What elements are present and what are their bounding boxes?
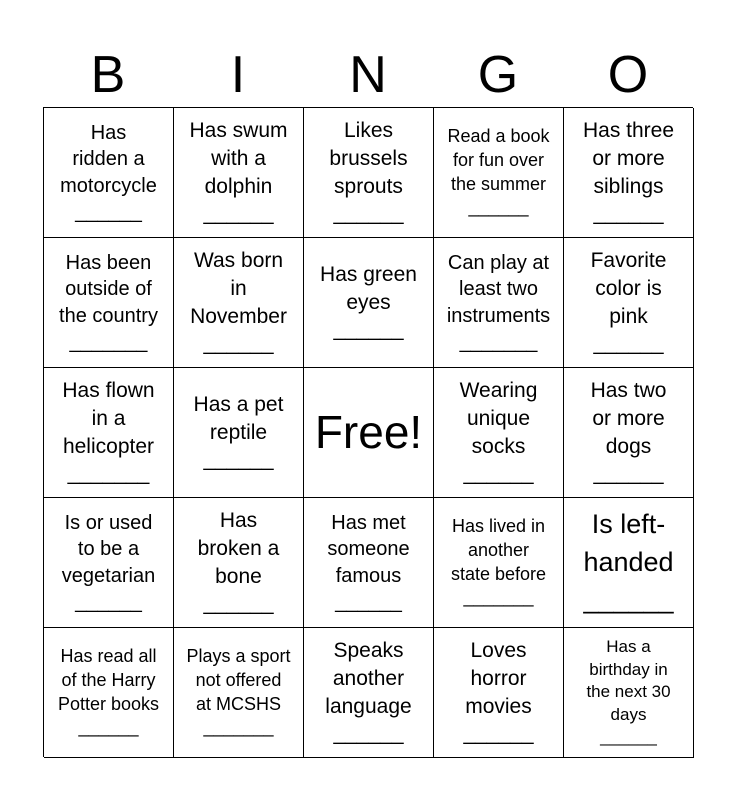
- bingo-cell[interactable]: [564, 498, 694, 628]
- bingo-cell[interactable]: [564, 238, 694, 368]
- cell-text: Was born in November ______: [190, 249, 287, 356]
- cell-text: Has swum with a dolphin ______: [189, 119, 288, 226]
- cell-text: Has three or more siblings ______: [582, 119, 675, 226]
- bingo-cell[interactable]: [174, 498, 304, 628]
- bingo-cell[interactable]: [44, 628, 174, 758]
- cell-text: Speaks another language ______: [325, 639, 412, 746]
- cell-text: Has ridden a motorcycle ______: [60, 121, 157, 223]
- cell-text: Has lived in another state before _______: [450, 516, 547, 608]
- cell-text: Has a pet reptile ______: [193, 392, 284, 472]
- bingo-cell[interactable]: [564, 368, 694, 498]
- header-letter-o: O: [607, 46, 649, 104]
- cell-text: Has a birthday in the next 30 days ______: [586, 637, 671, 747]
- bingo-cell[interactable]: [174, 368, 304, 498]
- cell-text: Has flown in a helicopter _______: [62, 379, 155, 486]
- bingo-cell[interactable]: [434, 108, 564, 238]
- bingo-cell[interactable]: [434, 628, 564, 758]
- cell-text: Has green eyes ______: [320, 262, 417, 342]
- bingo-cell[interactable]: [44, 498, 174, 628]
- cell-text: Can play at least two instruments _______: [446, 251, 551, 353]
- bingo-cell[interactable]: [304, 628, 434, 758]
- free-space-text: Free!: [314, 406, 423, 459]
- bingo-board: [43, 107, 693, 757]
- bingo-cell[interactable]: [564, 628, 694, 758]
- bingo-cell[interactable]: [174, 628, 304, 758]
- cell-text: Has met someone famous ______: [327, 511, 410, 613]
- cell-text: Wearing unique socks ______: [459, 379, 538, 486]
- bingo-cell[interactable]: [434, 368, 564, 498]
- header-letter-b: B: [90, 46, 126, 104]
- bingo-cell[interactable]: [304, 498, 434, 628]
- cell-text: Loves horror movies ______: [463, 639, 534, 746]
- cell-text: Favorite color is pink ______: [590, 249, 667, 356]
- bingo-header: [43, 42, 693, 108]
- cell-text: Likes brussels sprouts ______: [329, 119, 408, 226]
- bingo-cell[interactable]: [174, 238, 304, 368]
- bingo-cell[interactable]: [304, 108, 434, 238]
- bingo-cell[interactable]: [44, 238, 174, 368]
- bingo-cell[interactable]: [174, 108, 304, 238]
- cell-text: Is left- handed ______: [583, 508, 674, 615]
- cell-text: Is or used to be a vegetarian ______: [61, 511, 156, 613]
- bingo-cell[interactable]: [434, 498, 564, 628]
- bingo-cell[interactable]: [44, 108, 174, 238]
- bingo-cell[interactable]: [44, 368, 174, 498]
- cell-text: Has two or more dogs ______: [590, 379, 667, 486]
- header-letter-n: N: [349, 46, 387, 104]
- cell-text: Plays a sport not offered at MCSHS _______: [186, 646, 291, 738]
- cell-text: Read a book for fun over the summer ______: [447, 126, 550, 218]
- header-letter-i: I: [230, 46, 246, 104]
- bingo-cell[interactable]: [564, 108, 694, 238]
- free-space[interactable]: [304, 368, 434, 498]
- cell-text: Has read all of the Harry Potter books ______: [57, 646, 160, 738]
- header-letter-g: G: [477, 46, 519, 104]
- bingo-cell[interactable]: [434, 238, 564, 368]
- cell-text: Has been outside of the country _______: [59, 251, 158, 353]
- cell-text: Has broken a bone ______: [197, 509, 280, 616]
- bingo-cell[interactable]: [304, 238, 434, 368]
